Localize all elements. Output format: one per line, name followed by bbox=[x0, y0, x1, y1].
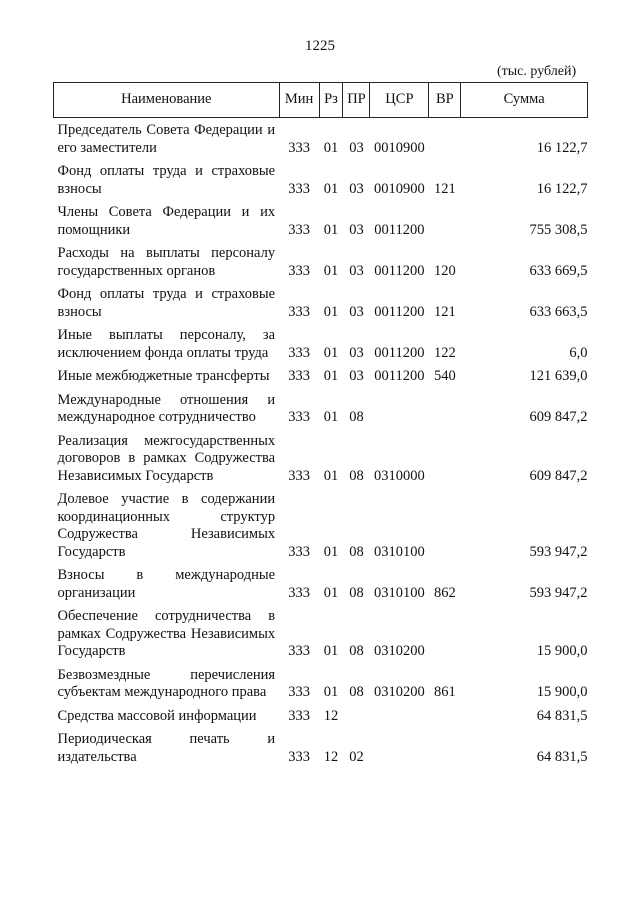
table-row bbox=[54, 604, 588, 663]
row-name: Безвозмездные перечисления субъектам международного права bbox=[57, 666, 276, 700]
row-min: 333 bbox=[288, 543, 310, 560]
budget-table bbox=[53, 82, 588, 768]
row-min: 333 bbox=[288, 409, 310, 425]
row-csr: 0011200 bbox=[374, 221, 425, 238]
row-min: 333 bbox=[288, 303, 310, 320]
row-rz: 01 bbox=[323, 180, 339, 197]
row-pr: 08 bbox=[349, 543, 364, 560]
row-min: 333 bbox=[288, 643, 310, 659]
row-min: 333 bbox=[288, 684, 310, 700]
row-min: 333 bbox=[288, 467, 310, 484]
row-sum: 633 663,5 bbox=[529, 303, 588, 320]
row-pr: 03 bbox=[349, 368, 364, 384]
row-name: Обеспечение сотрудничества в рамках Содружества Независимых Государств bbox=[57, 608, 276, 659]
header-rz: Рз bbox=[319, 83, 343, 118]
row-csr: 0310100 bbox=[374, 584, 425, 601]
row-vr bbox=[429, 604, 461, 663]
row-vr: 121 bbox=[433, 303, 456, 320]
row-rz: 01 bbox=[323, 467, 339, 484]
row-vr: 540 bbox=[433, 368, 456, 384]
row-csr bbox=[370, 727, 429, 768]
row-name: Взносы в международные организации bbox=[57, 567, 276, 601]
row-pr: 03 bbox=[349, 262, 364, 279]
table-row bbox=[54, 241, 588, 282]
row-sum: 609 847,2 bbox=[529, 467, 588, 484]
row-min: 333 bbox=[288, 344, 310, 361]
table-row bbox=[54, 282, 588, 323]
row-vr: 120 bbox=[433, 262, 456, 279]
row-csr bbox=[370, 704, 429, 728]
row-sum: 64 831,5 bbox=[536, 748, 588, 765]
row-vr: 121 bbox=[433, 180, 456, 197]
row-vr bbox=[429, 200, 461, 241]
units-label: (тыс. рублей) bbox=[497, 64, 577, 79]
page-number: 1225 bbox=[305, 38, 335, 54]
row-csr: 0011200 bbox=[374, 303, 425, 320]
table-row bbox=[54, 704, 588, 728]
row-rz: 12 bbox=[323, 707, 339, 724]
row-csr: 0010900 bbox=[374, 180, 425, 197]
row-rz: 01 bbox=[323, 643, 339, 659]
row-sum: 15 900,0 bbox=[536, 684, 588, 700]
row-pr: 03 bbox=[349, 344, 364, 361]
row-min: 333 bbox=[288, 707, 310, 724]
row-vr bbox=[429, 704, 461, 728]
row-pr: 08 bbox=[349, 467, 364, 484]
row-min: 333 bbox=[288, 368, 310, 384]
row-pr: 08 bbox=[349, 409, 364, 425]
row-csr: 0011200 bbox=[374, 368, 425, 384]
row-name: Председатель Совета Федерации и его заместители bbox=[57, 122, 276, 156]
table-row bbox=[54, 159, 588, 200]
row-csr: 0310200 bbox=[374, 643, 425, 659]
row-vr bbox=[429, 429, 461, 488]
row-rz: 12 bbox=[323, 748, 339, 765]
row-rz: 01 bbox=[323, 684, 339, 700]
row-name: Долевое участие в содержании координационных структур Содружества Независимых Государств bbox=[57, 491, 276, 560]
row-name: Фонд оплаты труда и страховые взносы bbox=[57, 286, 276, 320]
header-sum: Сумма bbox=[461, 83, 588, 118]
row-sum: 121 639,0 bbox=[529, 368, 588, 384]
row-name: Члены Совета Федерации и их помощники bbox=[57, 204, 276, 238]
row-csr: 0011200 bbox=[374, 344, 425, 361]
row-pr: 03 bbox=[349, 139, 364, 156]
header-csr: ЦСР bbox=[370, 83, 429, 118]
row-rz: 01 bbox=[323, 344, 339, 361]
row-sum: 15 900,0 bbox=[536, 643, 588, 659]
table-row bbox=[54, 200, 588, 241]
row-sum: 16 122,7 bbox=[536, 180, 588, 197]
row-pr: 03 bbox=[349, 221, 364, 238]
row-rz: 01 bbox=[323, 262, 339, 279]
row-pr bbox=[343, 704, 370, 728]
header-vr: ВР bbox=[429, 83, 461, 118]
row-pr: 08 bbox=[349, 684, 364, 700]
row-name: Иные выплаты персоналу, за исключением фонда оплаты труда bbox=[57, 327, 276, 361]
row-sum: 593 947,2 bbox=[529, 584, 588, 601]
row-csr: 0011200 bbox=[374, 262, 425, 279]
row-csr: 0310000 bbox=[374, 467, 425, 484]
row-min: 333 bbox=[288, 584, 310, 601]
row-rz: 01 bbox=[323, 303, 339, 320]
table-row bbox=[54, 364, 588, 388]
table-body bbox=[54, 118, 588, 769]
row-rz: 01 bbox=[323, 409, 339, 425]
row-sum: 633 669,5 bbox=[529, 262, 588, 279]
row-min: 333 bbox=[288, 180, 310, 197]
row-name: Международные отношения и международное сотрудничество bbox=[57, 391, 276, 425]
row-min: 333 bbox=[288, 262, 310, 279]
row-sum: 64 831,5 bbox=[536, 707, 588, 724]
header-name: Наименование bbox=[54, 83, 280, 118]
row-vr bbox=[429, 487, 461, 563]
row-rz: 01 bbox=[323, 368, 339, 384]
table-row bbox=[54, 429, 588, 488]
table-row bbox=[54, 323, 588, 364]
row-vr bbox=[429, 388, 461, 429]
row-min: 333 bbox=[288, 221, 310, 238]
row-min: 333 bbox=[288, 748, 310, 765]
row-rz: 01 bbox=[323, 584, 339, 601]
row-rz: 01 bbox=[323, 221, 339, 238]
row-sum: 609 847,2 bbox=[529, 409, 588, 425]
row-csr: 0310200 bbox=[374, 684, 425, 700]
row-pr: 03 bbox=[349, 303, 364, 320]
row-csr bbox=[370, 388, 429, 429]
header-pr: ПР bbox=[343, 83, 370, 118]
row-name: Фонд оплаты труда и страховые взносы bbox=[57, 163, 276, 197]
row-sum: 755 308,5 bbox=[529, 221, 588, 238]
row-sum: 6,0 bbox=[569, 344, 588, 361]
row-min: 333 bbox=[288, 139, 310, 156]
table-row bbox=[54, 388, 588, 429]
row-pr: 08 bbox=[349, 643, 364, 659]
row-name: Расходы на выплаты персоналу государственных органов bbox=[57, 245, 276, 279]
header-min: Мин bbox=[279, 83, 319, 118]
row-rz: 01 bbox=[323, 543, 339, 560]
row-name: Иные межбюджетные трансферты bbox=[57, 368, 270, 384]
row-vr: 862 bbox=[433, 584, 456, 601]
row-name: Средства массовой информации bbox=[57, 707, 257, 724]
row-csr: 0310100 bbox=[374, 543, 425, 560]
row-vr: 122 bbox=[433, 344, 456, 361]
row-sum: 593 947,2 bbox=[529, 543, 588, 560]
row-pr: 08 bbox=[349, 584, 364, 601]
row-sum: 16 122,7 bbox=[536, 139, 588, 156]
row-pr: 03 bbox=[349, 180, 364, 197]
table-row bbox=[54, 487, 588, 563]
row-pr: 02 bbox=[349, 748, 364, 765]
table-header-row bbox=[54, 83, 588, 118]
row-vr: 861 bbox=[433, 684, 456, 700]
row-rz: 01 bbox=[323, 139, 339, 156]
row-vr bbox=[429, 118, 461, 160]
table-row bbox=[54, 663, 588, 704]
row-csr: 0010900 bbox=[374, 139, 425, 156]
row-name: Периодическая печать и издательства bbox=[57, 731, 276, 765]
row-vr bbox=[429, 727, 461, 768]
table-row bbox=[54, 727, 588, 768]
table-row bbox=[54, 118, 588, 160]
row-name: Реализация межгосударственных договоров в рамках Содружества Независимых Государств bbox=[57, 432, 276, 484]
table-row bbox=[54, 563, 588, 604]
